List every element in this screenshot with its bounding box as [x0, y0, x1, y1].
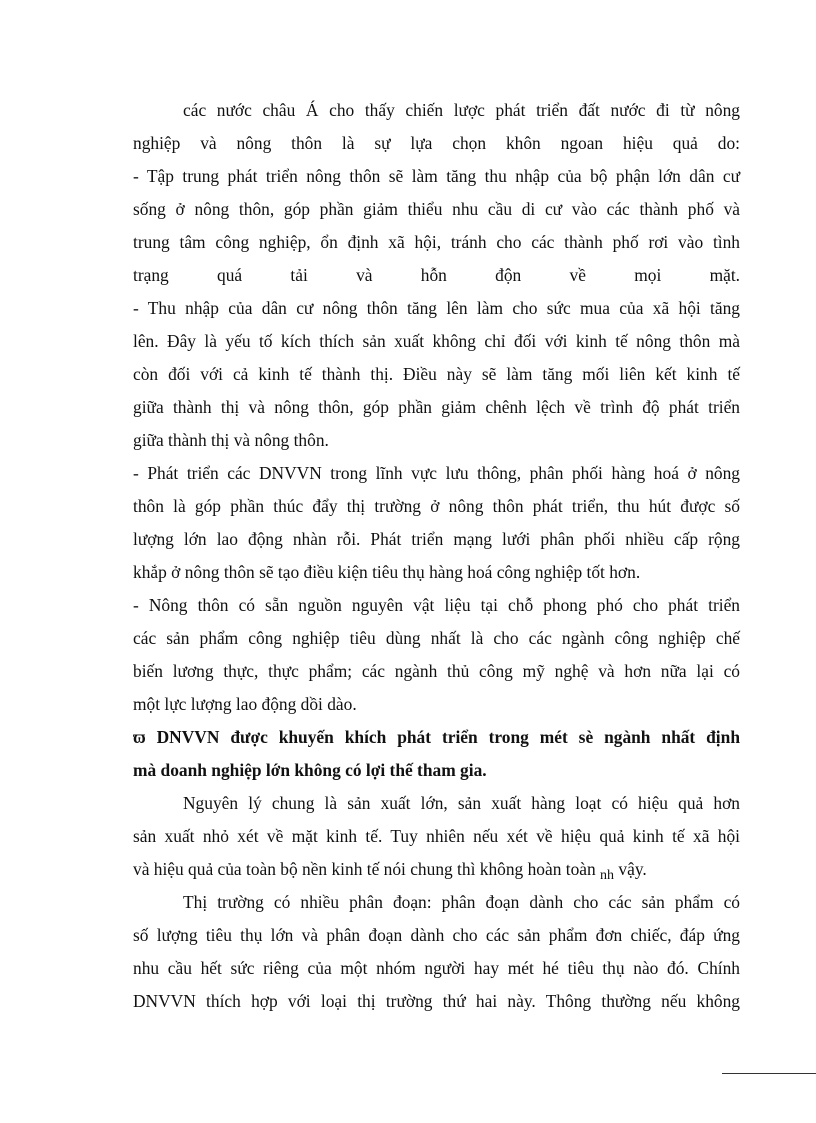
- text-line: - Thu nhập của dân cư nông thôn tăng lên làm cho sức mua của xã hội tăng: [133, 298, 740, 318]
- text-line: khắp ở nông thôn sẽ tạo điều kiện tiêu thụ hàng hoá công nghiệp tốt hơn.: [133, 562, 641, 582]
- text-line: còn đối với cả kinh tế thành thị. Điều này sẽ làm tăng mối liên kết kinh tế: [133, 364, 740, 384]
- body-text: [133, 94, 740, 1018]
- text-line: giữa thành thị và nông thôn, góp phần giảm chênh lệch về trình độ phát triển: [133, 397, 740, 417]
- text-line: - Phát triển các DNVVN trong lĩnh vực lưu thông, phân phối hàng hoá ở nông: [133, 463, 740, 483]
- text-line: - Nông thôn có sẵn nguồn nguyên vật liệu tại chỗ phong phó cho phát triển: [133, 595, 740, 615]
- text-fragment: và hiệu quả của toàn bộ nền kinh tế nói chung thì không hoàn toàn: [133, 859, 596, 879]
- text-line: DNVVN thích hợp với loại thị trường thứ hai này. Thông thường nếu không: [133, 991, 740, 1011]
- text-line: lượng lớn lao động nhàn rỗi. Phát triển mạng lưới phân phối nhiều cấp rộng: [133, 529, 740, 549]
- text-line: Nguyên lý chung là sản xuất lớn, sản xuất hàng loạt có hiệu quả hơn: [183, 793, 740, 813]
- text-line: thôn là góp phần thúc đẩy thị trường ở nông thôn phát triển, thu hút được số: [133, 496, 740, 516]
- text-line: giữa thành thị và nông thôn.: [133, 430, 329, 450]
- text-fragment: vậy.: [618, 859, 647, 879]
- text-line: sản xuất nhỏ xét về mặt kinh tế. Tuy nhiên nếu xét về hiệu quả kinh tế xã hội: [133, 826, 740, 846]
- text-line: số lượng tiêu thụ lớn và phân đoạn dành cho các sản phẩm đơn chiếc, đáp ứng: [133, 925, 740, 945]
- text-line: Thị trường có nhiều phân đoạn: phân đoạn dành cho các sản phẩm có: [183, 892, 740, 912]
- text-fragment-small: nh: [600, 868, 615, 883]
- text-line: các nước châu Á cho thấy chiến lược phát triển đất nước đi từ nông: [183, 100, 740, 120]
- bold-heading-line: mà doanh nghiệp lớn không có lợi thế tham gia.: [133, 760, 487, 780]
- text-line: các sản phẩm công nghiệp tiêu dùng nhất là cho các ngành công nghiệp chế: [133, 628, 740, 648]
- text-line: trạng quá tải và hỗn độn về mọi mặt.: [133, 265, 740, 285]
- text-line: nhu cầu hết sức riêng của một nhóm người hay mét hé tiêu thụ nào đó. Chính: [133, 958, 740, 978]
- text-line: trung tâm công nghiệp, ổn định xã hội, tránh cho các thành phố rơi vào tình: [133, 232, 740, 252]
- text-line: biến lương thực, thực phẩm; các ngành thủ công mỹ nghệ và hơn nữa lại có: [133, 661, 740, 681]
- bold-heading-line: ϖ DNVVN được khuyến khích phát triển trong mét sè ngành nhất định: [133, 727, 740, 747]
- text-line: một lực lượng lao động dồi dào.: [133, 694, 357, 714]
- text-line: sống ở nông thôn, góp phần giảm thiểu nhu cầu di cư vào các thành phố và: [133, 199, 740, 219]
- text-line-with-fragment: [133, 853, 740, 886]
- text-line: lên. Đây là yếu tố kích thích sản xuất không chỉ đối với kinh tế nông thôn mà: [133, 331, 740, 351]
- text-line: - Tập trung phát triển nông thôn sẽ làm tăng thu nhập của bộ phận lớn dân cư: [133, 166, 740, 186]
- footer-divider: [722, 1073, 816, 1074]
- text-line: nghiệp và nông thôn là sự lựa chọn khôn ngoan hiệu quả do:: [133, 133, 740, 153]
